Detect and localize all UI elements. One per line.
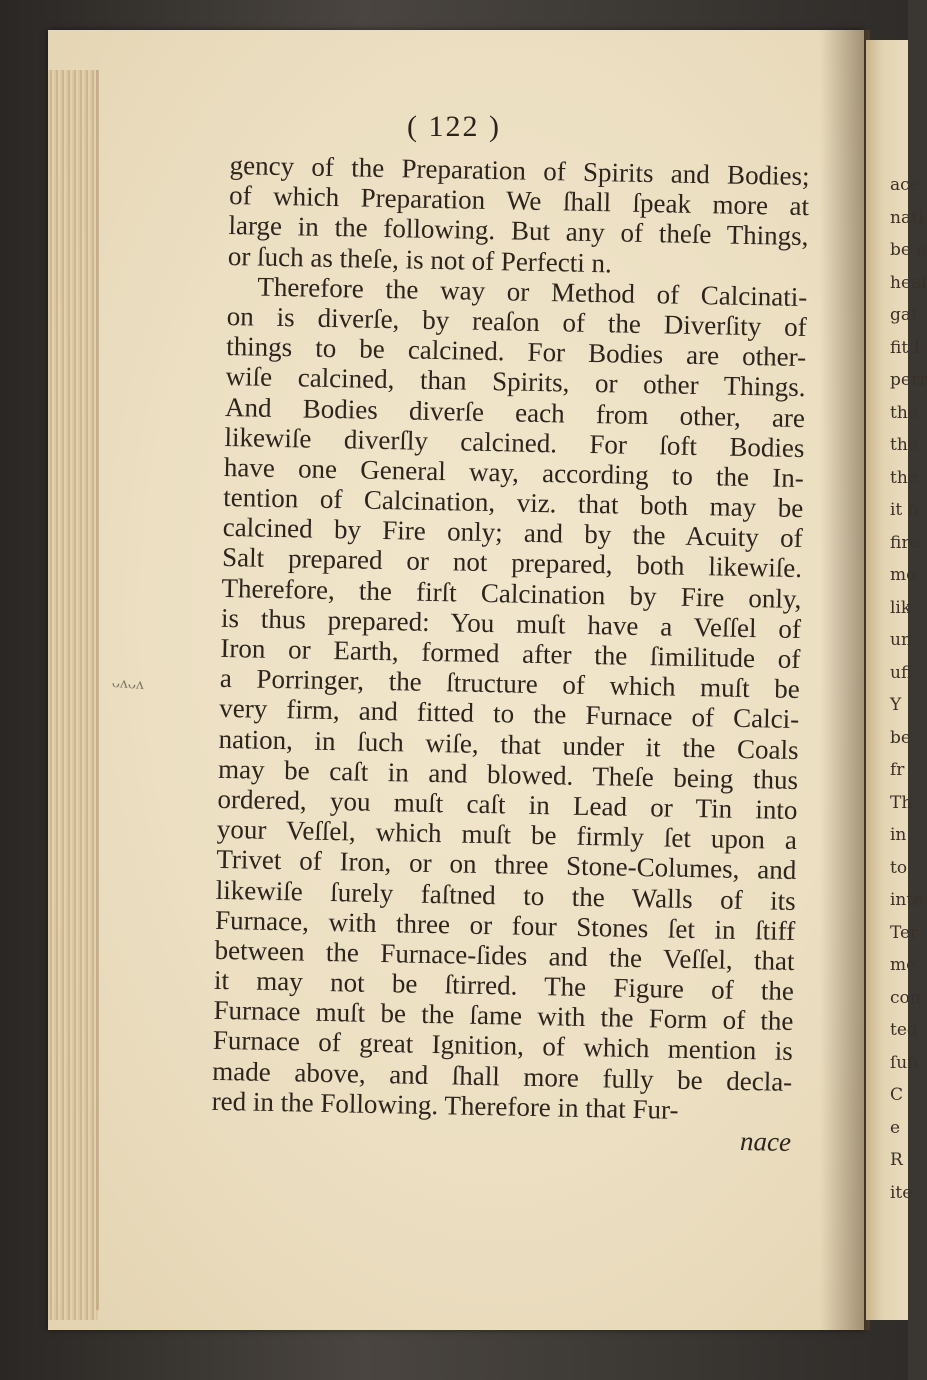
facing-page-fragment: fire xyxy=(890,532,920,553)
facing-page-fragment: C xyxy=(890,1085,904,1105)
text-line: gency of the Preparation of Spirits and Bodies; xyxy=(229,150,810,192)
text-line: may be caſt in and blowed. Theſe being thus xyxy=(217,753,799,795)
facing-page-fragment: the xyxy=(890,435,918,455)
text-line: a Porringer, the ſtructure of which muſt be xyxy=(219,663,801,705)
text-line: is thus prepared: You muſt have a Veſſel of xyxy=(220,602,802,644)
text-line: wiſe calcined, than Spirits, or other Things. xyxy=(225,361,806,403)
text-line: tention of Calcination, viz. that both may be xyxy=(223,482,804,524)
text-line: things to be calcined. For Bodies are other- xyxy=(225,331,807,373)
facing-page-fragment: be c xyxy=(890,240,926,260)
page-body-text xyxy=(211,150,810,1157)
text-line: have one General way, according to the In- xyxy=(223,451,805,493)
page-crease xyxy=(96,70,99,1310)
facing-page-fragment: nati xyxy=(890,207,924,228)
text-line: or ſuch as theſe, is not of Perfecti n. xyxy=(227,240,613,278)
text-line: Trivet of Iron, or on three Stone-Columes, and xyxy=(216,844,797,886)
facing-page-fragment: in xyxy=(890,825,907,845)
facing-page-fragment: to xyxy=(890,857,908,878)
page-edges xyxy=(48,70,98,1320)
text-line: Salt prepared or not prepared, both likewiſe. xyxy=(221,542,803,584)
facing-page-fragment: ace xyxy=(890,175,920,195)
text-line: on is diverſe, by reaſon of the Diverſity of xyxy=(226,300,807,343)
text-line: likewiſe diverſly calcined. For ſoft Bodies xyxy=(224,421,805,463)
text-line: red in the Following. Therefore in that Fur- xyxy=(211,1085,679,1125)
facing-page-fragment: the xyxy=(890,467,918,488)
text-line: Iron or Earth, formed after the ſimilitude of xyxy=(220,632,801,675)
facing-page-fragment: the xyxy=(890,402,918,423)
gutter-shadow xyxy=(820,30,870,1330)
facing-page-fragment: mo xyxy=(890,565,917,585)
facing-page-fragment: un xyxy=(890,630,912,650)
text-line: of which Preparation We ſhall ſpeak more at xyxy=(228,180,810,222)
page-number: ( 122 ) xyxy=(407,110,501,143)
facing-page-fragment: Y xyxy=(890,695,902,715)
facing-page-fragment: Ter xyxy=(890,922,919,943)
text-line: very firm, and fitted to the Furnace of Calci- xyxy=(218,693,800,735)
facing-page-fragment: lik xyxy=(890,597,912,618)
facing-page-fragment: fit I xyxy=(890,337,921,358)
text-line: calcined by Fire only; and by the Acuity of xyxy=(222,512,803,554)
catchword: nace xyxy=(739,1125,792,1157)
text-line: between the Furnace-ſides and the Veſſel, that xyxy=(214,934,795,976)
text-line: Furnace muſt be the ſame with the Form of the xyxy=(213,995,794,1037)
facing-page-fragment: me xyxy=(890,955,917,975)
text-line: large in the following. But any of theſe Things, xyxy=(228,210,809,252)
facing-page-fragment: inte xyxy=(890,890,924,910)
text-line: made above, and ſhall more fully be decla- xyxy=(212,1055,793,1097)
text-line: nation, in ſuch wiſe, that under it the Coals xyxy=(218,723,799,765)
facing-page-fragment: Th xyxy=(890,792,913,813)
facing-page-fragment: e xyxy=(890,1117,901,1138)
facing-page-fragment: gat xyxy=(890,305,918,325)
text-line: your Veſſel, which muſt be firmly ſet upon a xyxy=(216,814,798,856)
facing-page-fragment: ſufi xyxy=(890,1052,919,1073)
text-line: And Bodies diverſe each from other, are xyxy=(224,391,806,433)
facing-page-fragment: it b xyxy=(890,500,919,520)
facing-page-strip xyxy=(866,40,927,1320)
text-line: Furnace, with three or four Stones ſet in ſtiff xyxy=(214,904,796,946)
facing-page-fragment: heal xyxy=(890,272,927,293)
text-line: ordered, you muſt caſt in Lead or Tin into xyxy=(217,783,798,825)
margin-annotation: ᴗᴧᴗᴧ xyxy=(111,673,145,694)
facing-page-fragment: fr xyxy=(890,760,905,780)
text-line: it may not be ſtirred. The Figure of the xyxy=(213,964,795,1007)
text-line: Therefore the way or Method of Calcinati- xyxy=(257,271,808,312)
facing-page-fragment: ted xyxy=(890,1020,918,1040)
facing-page-fragment: be xyxy=(890,727,911,748)
facing-page-fragment: ite xyxy=(890,1182,913,1203)
text-line: Therefore, the firſt Calcination by Fire only, xyxy=(221,572,802,614)
text-line: likewiſe ſurely faſtned to the Walls of its xyxy=(215,874,796,916)
facing-page-fragment: con xyxy=(890,987,921,1008)
text-line: Furnace of great Ignition, of which mention is xyxy=(212,1025,794,1067)
facing-page-fragment: perr xyxy=(890,370,927,390)
facing-page-fragment: R xyxy=(890,1150,903,1170)
facing-page-fragment: ufi xyxy=(890,662,913,683)
